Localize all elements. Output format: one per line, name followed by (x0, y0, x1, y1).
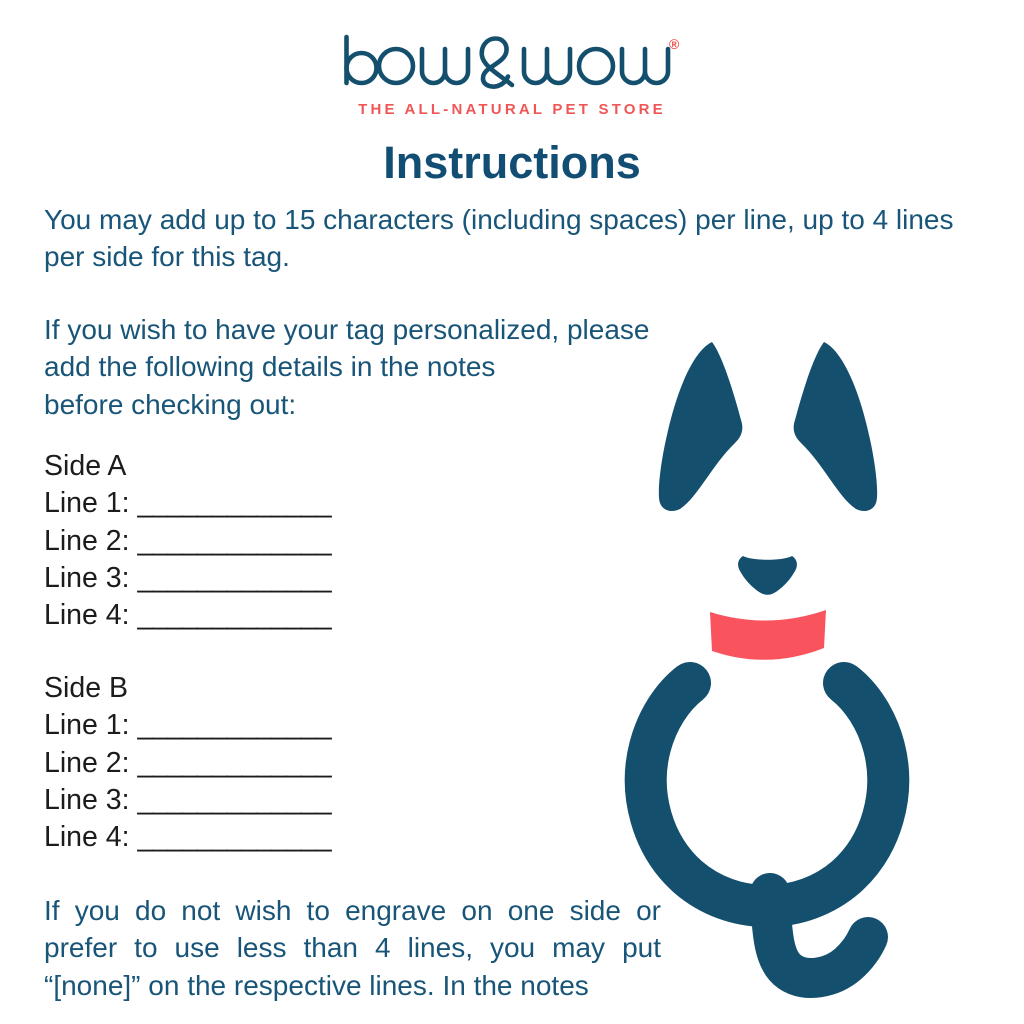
line-label: Line 3: (44, 783, 130, 816)
registered-trademark: ® (669, 36, 680, 52)
line-label: Line 2: (44, 746, 130, 779)
intro-paragraph (44, 201, 1004, 276)
blank-line: _____________ (137, 561, 331, 594)
side-b-title: Side B (44, 672, 128, 704)
side-a-section (44, 448, 331, 634)
line-label: Line 1: (44, 709, 130, 742)
line-label: Line 3: (44, 561, 130, 594)
logo-ampersand (482, 39, 512, 87)
line-label: Line 4: (44, 599, 130, 632)
blank-line: _____________ (137, 524, 331, 557)
personalize-line-3: before checking out: (44, 388, 297, 420)
logo-letter-o (379, 49, 413, 83)
dog-nose-icon (738, 556, 797, 595)
blank-line: _____________ (137, 783, 331, 816)
logo-letter-w (422, 49, 468, 83)
footer-line-2: prefer to use less than 4 lines, you may put (44, 932, 661, 964)
personalize-line-1: If you wish to have your tag personalized, please (44, 314, 650, 345)
logo-letter-w2 (524, 49, 570, 83)
personalize-paragraph (44, 311, 684, 423)
logo-letter-w3 (622, 49, 668, 83)
blank-line: _____________ (137, 487, 331, 520)
intro-line-2: per side for this tag. (44, 241, 290, 273)
side-a-line-4 (44, 597, 331, 634)
side-b-section (44, 670, 331, 856)
footer-line-3: “[none]” on the respective lines. In the notes (44, 969, 589, 1001)
dog-body-outline (646, 683, 888, 906)
blank-line: _____________ (137, 599, 331, 632)
side-b-line-4 (44, 819, 331, 856)
logo-letter-o2 (579, 49, 613, 83)
line-label: Line 1: (44, 487, 130, 520)
line-label: Line 4: (44, 821, 130, 854)
bowwow-logo (344, 33, 668, 91)
blank-line: _____________ (137, 821, 331, 854)
blank-line: _____________ (137, 746, 331, 779)
side-a-line-3 (44, 560, 331, 597)
footer-line-1: If you do not wish to engrave on one side or (44, 895, 661, 926)
side-b-line-1 (44, 707, 331, 744)
side-b-line-3 (44, 782, 331, 819)
dog-left-ear-icon (659, 342, 743, 511)
blank-line: _____________ (137, 709, 331, 742)
footer-paragraph (44, 892, 661, 1004)
dog-right-ear-icon (794, 342, 878, 511)
logo-letter-b-bowl (347, 53, 377, 83)
brand-tagline: THE ALL-NATURAL PET STORE (358, 101, 666, 118)
intro-line-1: You may add up to 15 characters (including spaces) per line, up to 4 lines (44, 204, 954, 235)
dog-collar (710, 610, 826, 660)
side-a-line-2 (44, 523, 331, 560)
page-title: Instructions (383, 137, 641, 188)
personalize-line-2: add the following details in the notes (44, 351, 496, 383)
side-a-title: Side A (44, 450, 127, 482)
side-b-line-2 (44, 745, 331, 782)
line-label: Line 2: (44, 524, 130, 557)
side-a-line-1 (44, 485, 331, 522)
dog-illustration (600, 325, 1020, 1024)
